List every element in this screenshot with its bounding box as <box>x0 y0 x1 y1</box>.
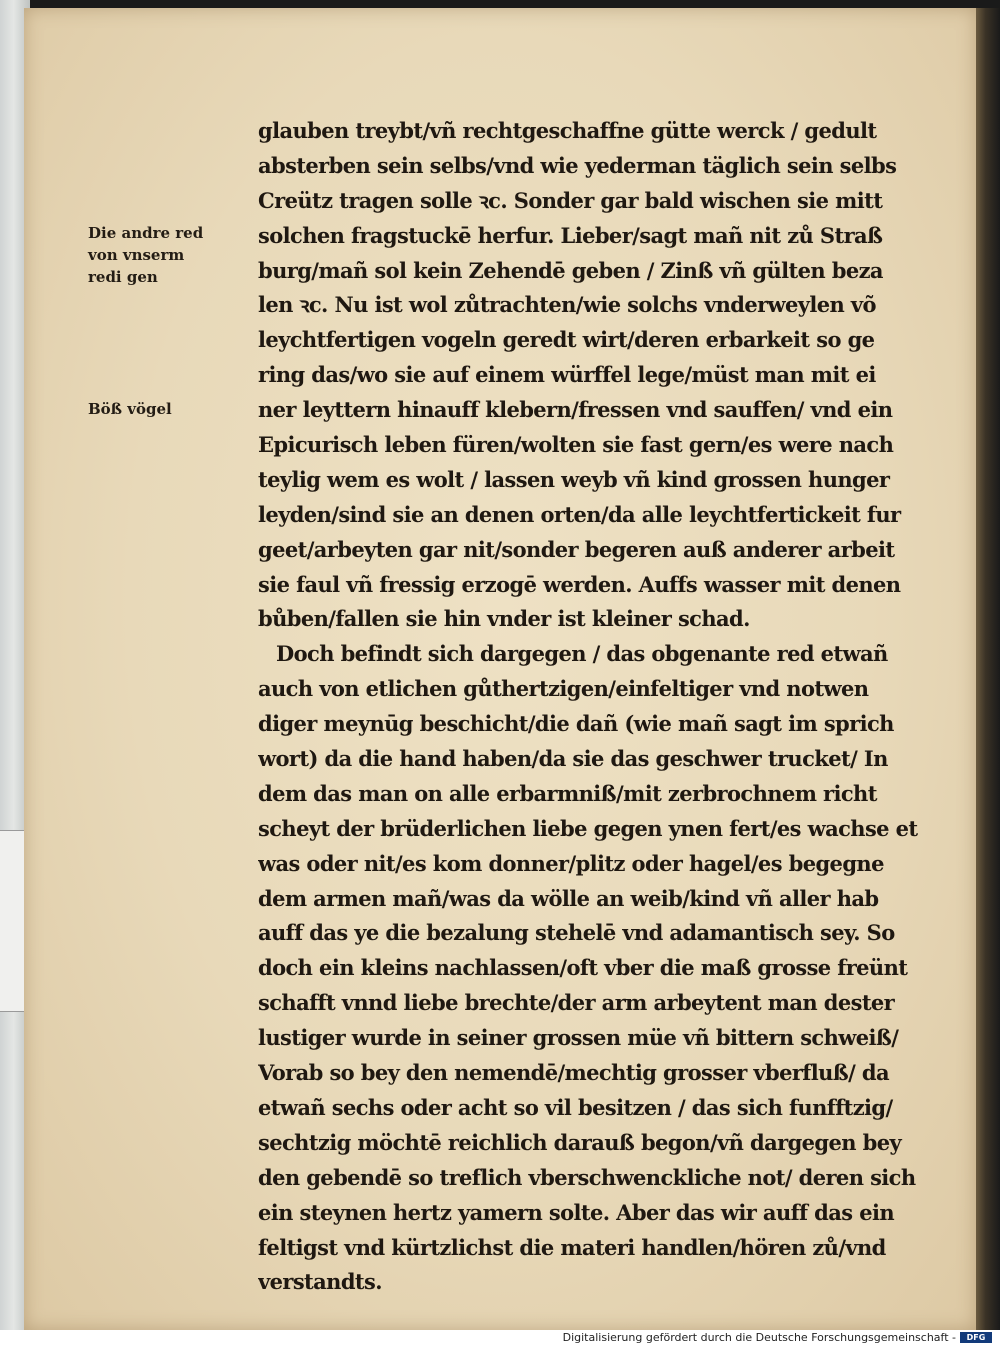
text-line: bůben/fallen sie hin vnder ist kleiner schad. <box>258 606 750 632</box>
text-line: sechtzig möchtē reichlich darauß begon/vñ dargegen bey <box>258 1129 902 1155</box>
main-text-block <box>258 114 930 1300</box>
margin-note-line: Böß vögel <box>88 400 172 418</box>
funding-credit: Digitalisierung gefördert durch die Deutsche Forschungsgemeinschaft - <box>562 1331 956 1344</box>
text-line: verstandts. <box>258 1269 382 1295</box>
text-line: leychtfertigen vogeln geredt wirt/deren erbarkeit so ge <box>258 327 875 353</box>
text-line: Vorab so bey den nemendē/mechtig grosser vberfluß/ da <box>258 1060 890 1086</box>
text-line: ring das/wo sie auf einem würffel lege/müst man mit ei <box>258 362 876 388</box>
text-line: Doch befindt sich dargegen / das obgenante red etwañ <box>276 641 888 667</box>
text-line: ner leyttern hinauff klebern/fressen vnd sauffen/ vnd ein <box>258 397 893 423</box>
text-line: absterben sein selbs/vnd wie yederman täglich sein selbs <box>258 152 897 178</box>
text-line: lustiger wurde in seiner grossen müe vñ bittern schweiß/ <box>258 1025 899 1051</box>
text-line: was oder nit/es kom donner/plitz oder hagel/es begegne <box>258 850 884 876</box>
text-line: leyden/sind sie an denen orten/da alle leychtfertickeit fur <box>258 501 901 527</box>
text-line: glauben treybt/vñ rechtgeschaffne gütte werck / gedult <box>258 118 877 143</box>
text-line: len ꝛc. Nu ist wol zůtrachten/wie solchs vnderweylen võ <box>258 292 876 318</box>
margin-note-line: redi gen <box>88 268 158 286</box>
text-line: scheyt der brüderlichen liebe gegen ynen fert/es wachse et <box>258 815 918 841</box>
text-line: dem das man on alle erbarmniß/mit zerbrochnem richt <box>258 780 877 806</box>
text-line: ein steynen hertz yamern solte. Aber das wir auff das ein <box>258 1199 895 1225</box>
text-line: etwañ sechs oder acht so vil besitzen / das sich funfftzig/ <box>258 1094 893 1120</box>
text-line: teylig wem es wolt / lassen weyb vñ kind grossen hunger <box>258 466 890 492</box>
text-line: doch ein kleins nachlassen/oft vber die maß grosse freünt <box>258 955 908 981</box>
margin-note-line: von vnserm <box>88 246 185 264</box>
text-line: geet/arbeyten gar nit/sonder begeren auß anderer arbeit <box>258 536 895 562</box>
text-line: diger meynūg beschicht/die dañ (wie mañ sagt im sprich <box>258 711 894 737</box>
footer-bar <box>0 1330 1000 1345</box>
text-line: schafft vnnd liebe brechte/der arm arbeytent man dester <box>258 990 895 1016</box>
page-edge-shadow <box>976 8 1000 1330</box>
text-line: auch von etlichen gůthertzigen/einfeltiger vnd notwen <box>258 676 869 702</box>
text-line: sie faul vñ fressig erzogē werden. Auffs wasser mit denen <box>258 571 901 597</box>
dfg-logo[interactable]: DFG <box>960 1332 992 1343</box>
margin-note-2 <box>88 398 248 420</box>
text-line: den gebendē so treflich vberschwenckliche not/ deren sich <box>258 1164 916 1190</box>
text-line: burg/mañ sol kein Zehendē geben / Zinß vñ gülten beza <box>258 257 883 283</box>
text-line: Epicurisch leben füren/wolten sie fast gern/es were nach <box>258 432 894 458</box>
margin-note-1 <box>88 222 248 288</box>
binding-tab-strip <box>0 830 26 1012</box>
text-line: solchen fragstuckē herfur. Lieber/sagt mañ nit zů Straß <box>258 222 883 248</box>
margin-note-line: Die andre red <box>88 224 204 242</box>
text-line: feltigst vnd kürtzlichst die materi handlen/hören zů/vnd <box>258 1234 886 1260</box>
text-line: auff das ye die bezalung stehelē vnd adamantisch sey. So <box>258 920 895 946</box>
text-line: Creütz tragen solle ꝛc. Sonder gar bald wischen sie mitt <box>258 187 883 213</box>
text-line: dem armen mañ/was da wölle an weib/kind vñ aller hab <box>258 885 879 911</box>
text-line: wort) da die hand haben/da sie das geschwer trucket/ In <box>258 746 888 772</box>
